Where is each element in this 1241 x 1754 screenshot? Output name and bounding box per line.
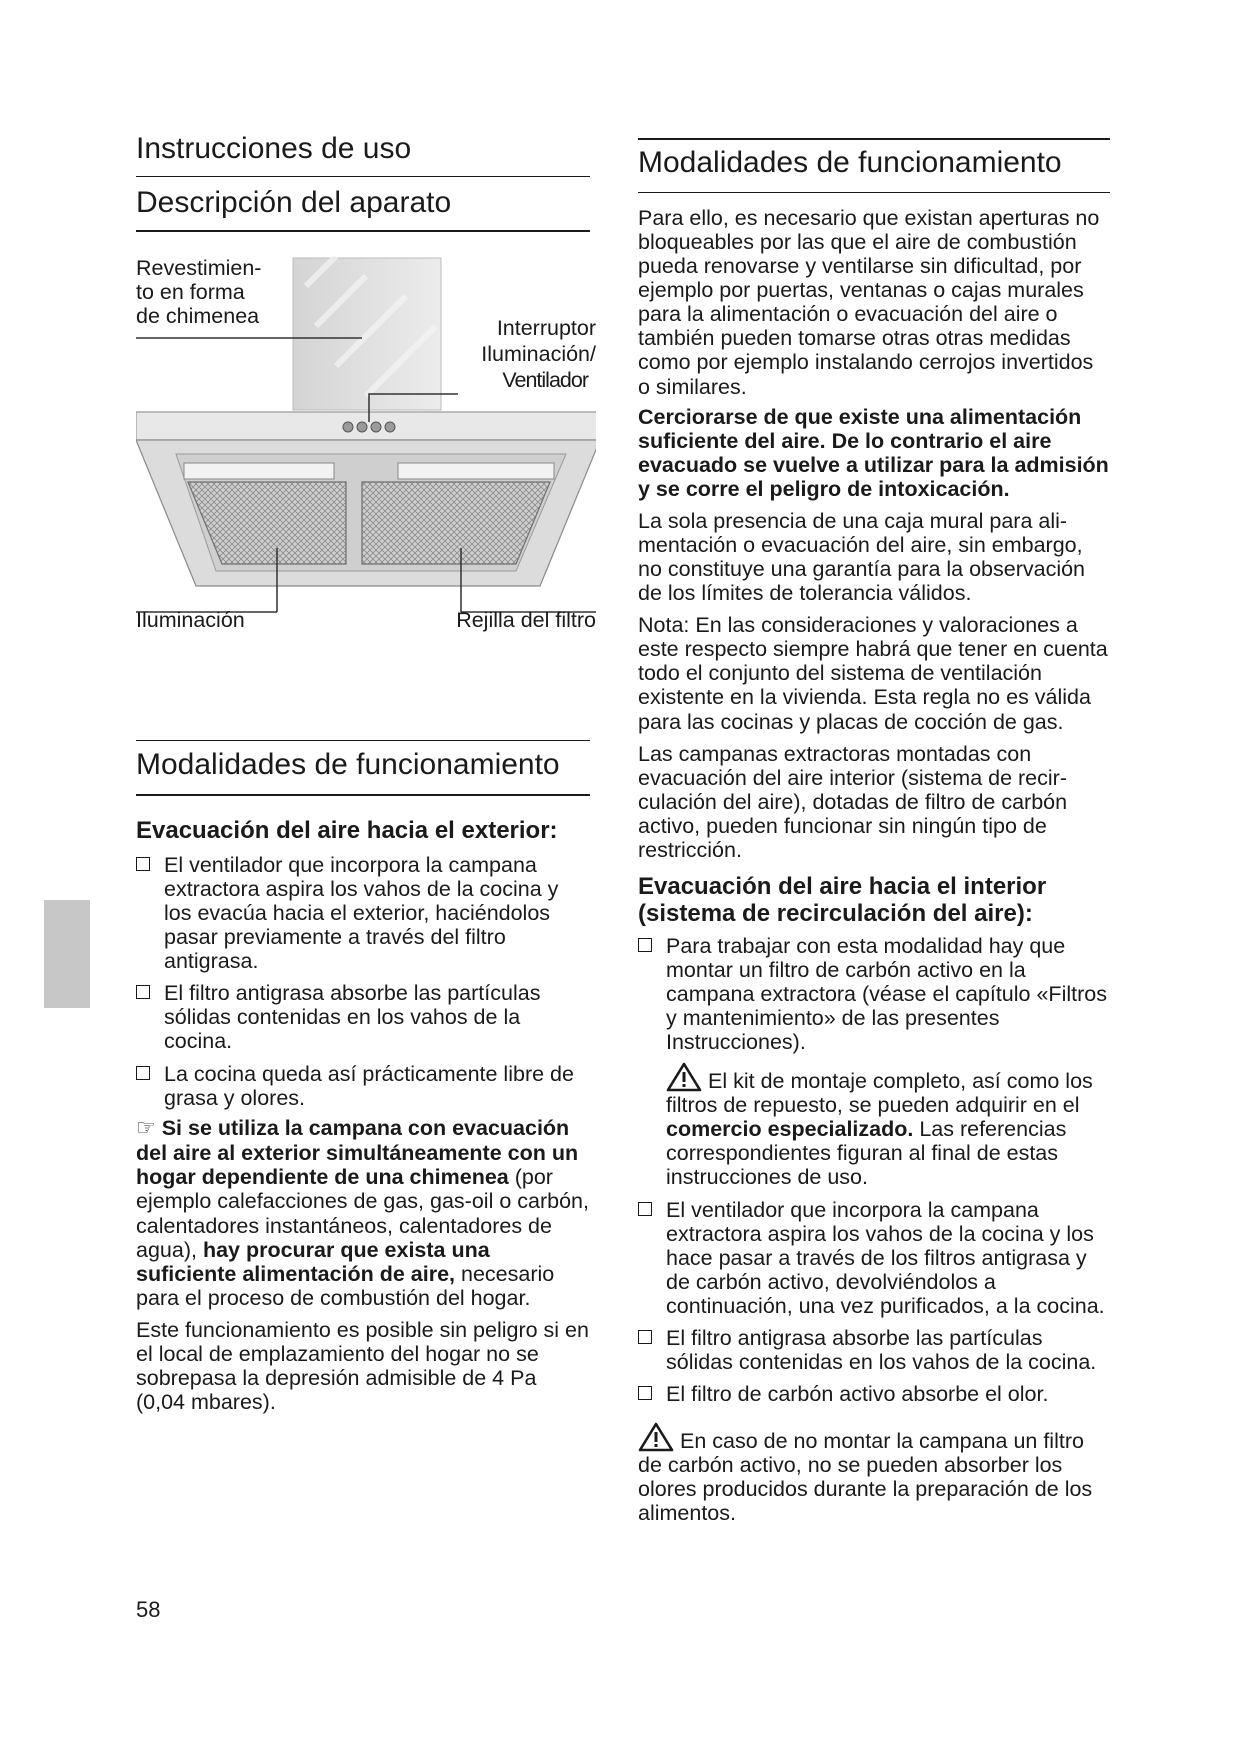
checkbox-bullet-icon — [136, 985, 150, 999]
checkbox-bullet-icon — [638, 1386, 652, 1400]
list-item: La cocina queda así prácticamente libre de grasa y olores. — [136, 1062, 590, 1110]
interior-heading: Evacuación del aire hacia el interior (sistema de recirculación del aire): — [638, 873, 1047, 927]
description-title: Descripción del aparato — [136, 186, 452, 219]
description-rule — [136, 230, 590, 232]
carbon-filter-warning: En caso de no montar la campana un filtro de carbón activo, no se pueden absorber los olores producidos durante la preparación de los alimentos. — [638, 1422, 1110, 1525]
warning-triangle-icon — [638, 1422, 674, 1452]
list-item: El ventilador que incorpora la campana extractora aspira los vahos de la cocina y los hace pasar a través de los filtros antigrasa y de carbón activo, devolviéndolos a continuación, una vez purificados, a la cocina. — [638, 1198, 1110, 1318]
label-lighting: Iluminación — [136, 608, 245, 632]
wall-box-paragraph: La sola presencia de una caja mural para alimentación o evacuación del aire, sin embargo, no constituye una garantía para la observación de los límites de tolerancia válidos. — [638, 508, 1086, 606]
label-chimney-cover: Revestimien- to en forma de chimenea — [136, 256, 262, 329]
note-paragraph: Nota: En las consideraciones y valoraciones a este respecto siempre habrá que tener en cuenta todo el conjunto del sistema de ventilación existente en la vivienda. Esta regla no es válida para las cocinas y placas de cocción de gas. — [638, 613, 1108, 734]
document-title: Instrucciones de uso — [136, 132, 412, 165]
right-title-rule — [638, 192, 1110, 193]
page-number: 58 — [136, 1597, 161, 1622]
label-switch-1: Interruptor — [496, 316, 596, 340]
list-item: Para trabajar con esta modalidad hay que montar un filtro de carbón activo en la campana extractora (véase el capítulo «Filtros y mantenimiento» de las presentes Instrucciones). — [638, 934, 1110, 1054]
warning-triangle-icon — [666, 1062, 702, 1092]
list-item: El ventilador que incorpora la campana extractora aspira los vahos de la cocina y los evacúa hacia el exterior, haciéndolos pasar previamente a través del filtro antigrasa. — [136, 853, 590, 973]
modes-bottom-rule — [136, 794, 590, 796]
list-item: El filtro antigrasa absorbe las partículas sólidas contenidas en los vahos de la cocina. — [136, 981, 590, 1053]
chimney-note: ☞ Si se utiliza la campana con evacuación del aire al exterior simultáneamente con un hogar dependiente de una chimenea (por ejemplo calefacciones de gas, gas-oil o carbón, calentadores instantáneos, calentadores de agua), hay procurar que exista una suficiente alimentación de aire, necesario para el proceso de combustión del hogar. — [136, 1115, 589, 1310]
list-item: El filtro antigrasa absorbe las partículas sólidas contenidas en los vahos de la cocina. — [638, 1326, 1110, 1374]
right-top-rule — [638, 138, 1110, 140]
modes-top-rule — [136, 740, 590, 741]
checkbox-bullet-icon — [638, 1202, 652, 1216]
warning-air-supply: Cerciorarse de que existe una alimentación suficiente del aire. De lo contrario el aire evacuado se vuelve a utilizar para la admisión y se corre el peligro de intoxicación. — [638, 404, 1109, 501]
exterior-heading: Evacuación del aire hacia el exterior: — [136, 817, 558, 844]
label-switch-3: Ventilador — [502, 368, 588, 392]
checkbox-bullet-icon — [136, 857, 150, 871]
modes-title-right: Modalidades de funcionamiento — [638, 146, 1062, 179]
ventilation-paragraph: Para ello, es necesario que existan aperturas no bloqueables por las que el aire de combustión pueda renovarse y ventilarse sin dificultad, por ejemplo por puertas, ventanas o cajas murales para la alimentación o evacuación del aire o también pueden tomarse otras otras medidas como por ejemplo instalando cerrojos invertidos o similares. — [638, 206, 1100, 399]
section-tab-marker — [44, 900, 90, 1008]
title-rule — [136, 176, 590, 177]
pointing-hand-icon: ☞ — [136, 1115, 156, 1141]
list-item: El filtro de carbón activo absorbe el olor. — [638, 1382, 1110, 1406]
checkbox-bullet-icon — [638, 938, 652, 952]
recirculation-paragraph: Las campanas extractoras montadas con evacuación del aire interior (sistema de recirculación del aire), dotadas de filtro de carbón activo, pueden funcionar sin ningún tipo de restricción. — [638, 741, 1068, 862]
checkbox-bullet-icon — [136, 1066, 150, 1080]
label-switch-2: Iluminación/ — [481, 342, 596, 366]
hood-diagram — [136, 256, 596, 636]
depression-paragraph: Este funcionamiento es posible sin peligro si en el local de emplazamiento del hogar no se sobrepasa la depresión admisible de 4 Pa (0,04 mbares). — [136, 1317, 589, 1415]
kit-warning: El kit de montaje completo, así como los filtros de repuesto, se pueden adquirir en el comercio especializado. Las referencias correspondientes figuran al final de estas instrucciones de uso. — [638, 1062, 1110, 1189]
label-filter-grille: Rejilla del filtro — [456, 608, 596, 632]
checkbox-bullet-icon — [638, 1330, 652, 1344]
modes-title-left: Modalidades de funcionamiento — [136, 748, 560, 781]
